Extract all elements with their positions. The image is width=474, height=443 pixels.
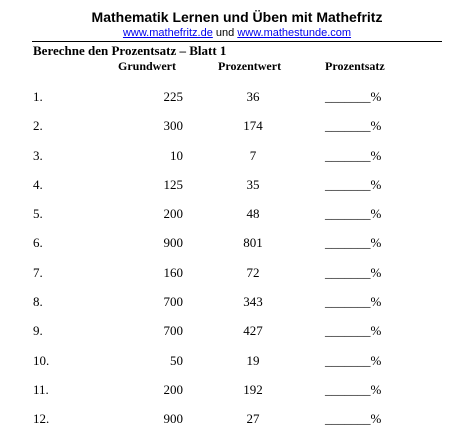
prozentsatz-answer-blank[interactable]: _______%: [325, 264, 382, 280]
grundwert-value: 900: [163, 411, 183, 427]
mathestunde-link[interactable]: www.mathestunde.com: [237, 27, 352, 39]
exercise-row: [0, 323, 474, 352]
prozentwert-value: 48: [246, 206, 260, 222]
exercise-row: [0, 177, 474, 206]
mathefritz-link[interactable]: www.mathefritz.de: [122, 27, 213, 39]
exercise-number: 3.: [33, 147, 43, 163]
exercise-row: [0, 382, 474, 411]
exercise-list: [0, 89, 474, 441]
worksheet-title: Berechne den Prozentsatz – Blatt 1: [33, 43, 227, 58]
exercise-number: 8.: [33, 294, 43, 310]
exercise-row: [0, 89, 474, 118]
prozentwert-value: 27: [246, 411, 260, 427]
column-header-prozentsatz: Prozentsatz: [325, 59, 385, 73]
prozentwert-value: 7: [249, 147, 257, 163]
grundwert-value: 200: [163, 206, 183, 222]
grundwert-value: 160: [163, 264, 183, 280]
exercise-row: [0, 118, 474, 147]
prozentwert-value: 35: [246, 176, 260, 192]
header-divider: [32, 41, 442, 42]
prozentwert-value: 343: [243, 294, 263, 310]
prozentsatz-answer-blank[interactable]: _______%: [325, 411, 382, 427]
grundwert-value: 700: [163, 323, 183, 339]
grundwert-value: 700: [163, 294, 183, 310]
grundwert-value: 125: [163, 176, 183, 192]
prozentwert-value: 72: [246, 264, 260, 280]
exercise-row: [0, 235, 474, 264]
column-header-prozentwert: Prozentwert: [218, 59, 282, 73]
exercise-number: 7.: [33, 264, 43, 280]
prozentwert-value: 174: [243, 118, 263, 134]
grundwert-value: 200: [163, 381, 183, 397]
prozentsatz-answer-blank[interactable]: _______%: [325, 147, 382, 163]
exercise-row: [0, 206, 474, 235]
exercise-number: 1.: [33, 89, 43, 104]
prozentwert-value: 801: [243, 235, 263, 251]
grundwert-value: 10: [170, 147, 183, 163]
prozentsatz-answer-blank[interactable]: _______%: [325, 323, 382, 339]
exercise-number: 5.: [33, 206, 43, 222]
grundwert-value: 300: [163, 118, 183, 134]
prozentsatz-answer-blank[interactable]: _______%: [325, 381, 382, 397]
prozentwert-value: 36: [246, 89, 260, 104]
prozentsatz-answer-blank[interactable]: _______%: [325, 235, 382, 251]
exercise-row: [0, 411, 474, 440]
prozentwert-value: 427: [243, 323, 263, 339]
page-header: [0, 9, 474, 40]
exercise-row: [0, 353, 474, 382]
exercise-number: 10.: [33, 352, 50, 368]
exercise-row: [0, 294, 474, 323]
exercise-number: 12.: [33, 411, 50, 427]
exercise-number: 4.: [33, 176, 43, 192]
exercise-row: [0, 148, 474, 177]
prozentsatz-answer-blank[interactable]: _______%: [325, 118, 382, 134]
site-links: [0, 26, 474, 40]
prozentsatz-answer-blank[interactable]: _______%: [325, 89, 382, 104]
exercise-number: 2.: [33, 118, 43, 134]
site-title: Mathematik Lernen und Üben mit Mathefritz: [91, 9, 383, 25]
grundwert-value: 50: [170, 352, 183, 368]
column-header-grundwert: Grundwert: [118, 59, 176, 73]
prozentsatz-answer-blank[interactable]: _______%: [325, 206, 382, 222]
prozentwert-value: 19: [246, 352, 260, 368]
prozentwert-value: 192: [243, 381, 263, 397]
prozentsatz-answer-blank[interactable]: _______%: [325, 352, 382, 368]
exercise-row: [0, 265, 474, 294]
exercise-number: 6.: [33, 235, 43, 251]
prozentsatz-answer-blank[interactable]: _______%: [325, 294, 382, 310]
exercise-number: 9.: [33, 323, 43, 339]
grundwert-value: 225: [163, 89, 183, 104]
prozentsatz-answer-blank[interactable]: _______%: [325, 176, 382, 192]
exercise-number: 11.: [33, 381, 49, 397]
link-joiner: und: [215, 27, 235, 39]
grundwert-value: 900: [163, 235, 183, 251]
